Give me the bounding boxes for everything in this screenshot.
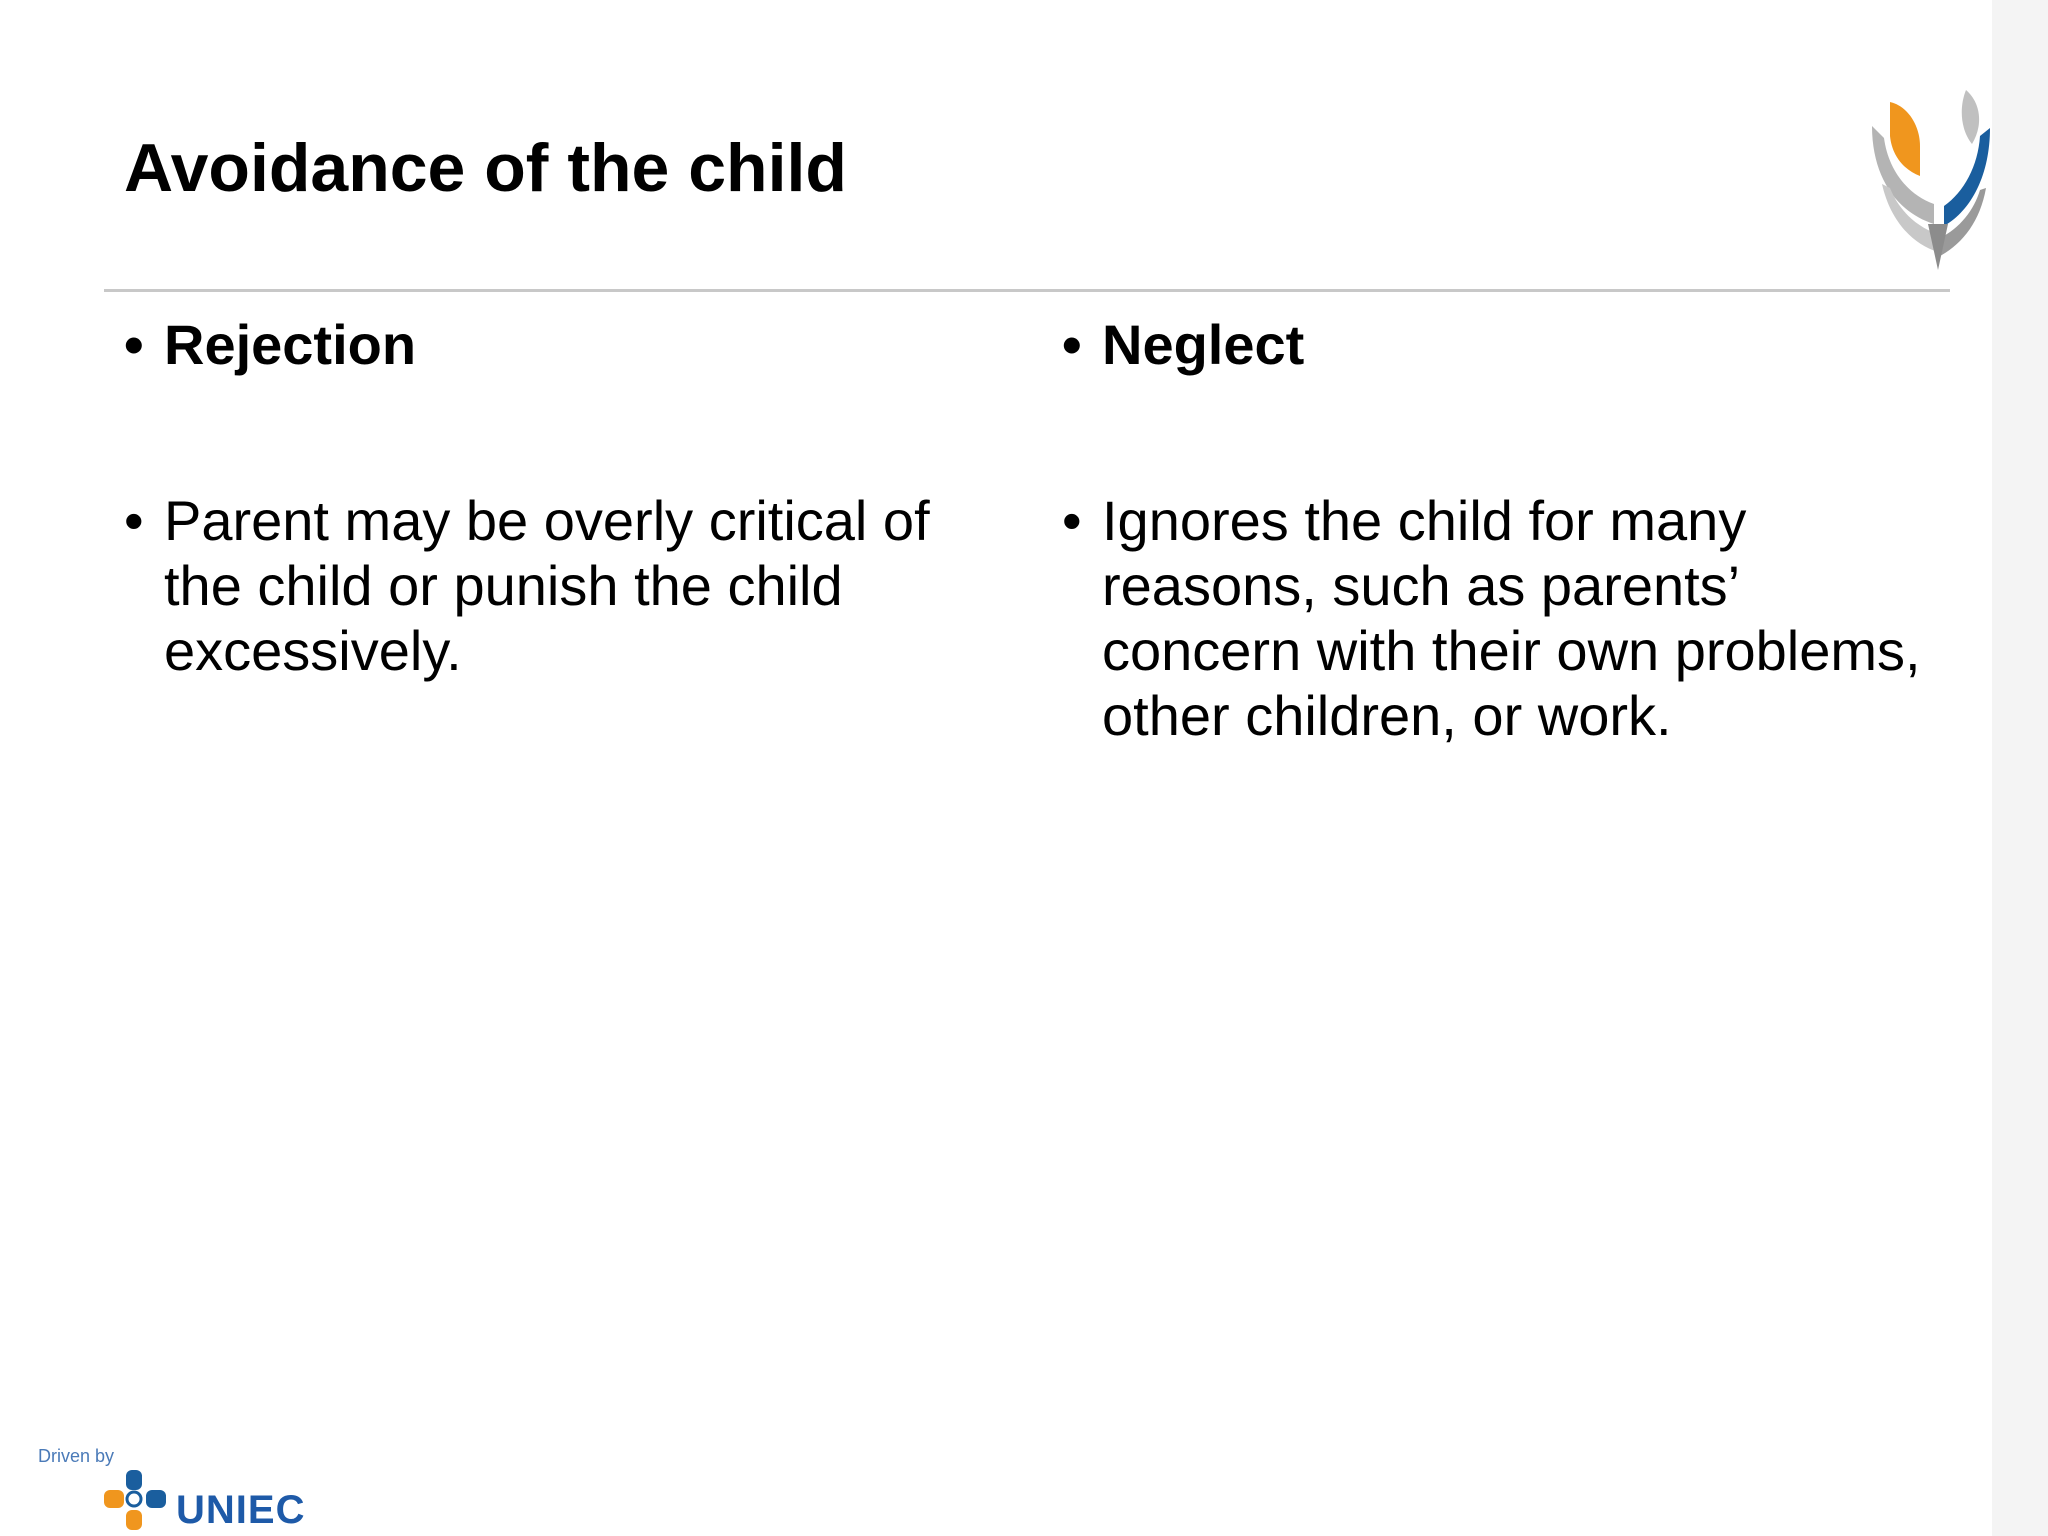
footer-logo (38, 1446, 306, 1532)
brand-name: UNIEC (176, 1488, 306, 1532)
leaf-emblem-icon (1868, 84, 2004, 274)
bullet-heading-neglect (1062, 312, 1922, 377)
bullet-dot-icon: • (124, 489, 144, 552)
bullet-item-text: Ignores the child for many reasons, such as parents’ concern with their own problems, other children, or work. (1102, 489, 1921, 747)
bullet-dot-icon: • (124, 313, 144, 376)
title-divider (104, 289, 1950, 292)
driven-by-label: Driven by (38, 1446, 115, 1466)
left-column (124, 312, 984, 683)
bullet-dot-icon: • (1062, 489, 1082, 552)
slide-title: Avoidance of the child (124, 130, 847, 206)
bullet-heading-text: Rejection (164, 313, 417, 376)
bullet-heading-text: Neglect (1102, 313, 1305, 376)
bullet-heading-rejection (124, 312, 984, 377)
bullet-item-text: Parent may be overly critical of the child or punish the child excessively. (164, 489, 930, 682)
right-column (1062, 312, 1922, 748)
bullet-item-neglect (1062, 488, 1922, 748)
bullet-item-rejection (124, 488, 984, 683)
bullet-dot-icon: • (1062, 313, 1082, 376)
uniec-cross-icon (100, 1468, 172, 1532)
